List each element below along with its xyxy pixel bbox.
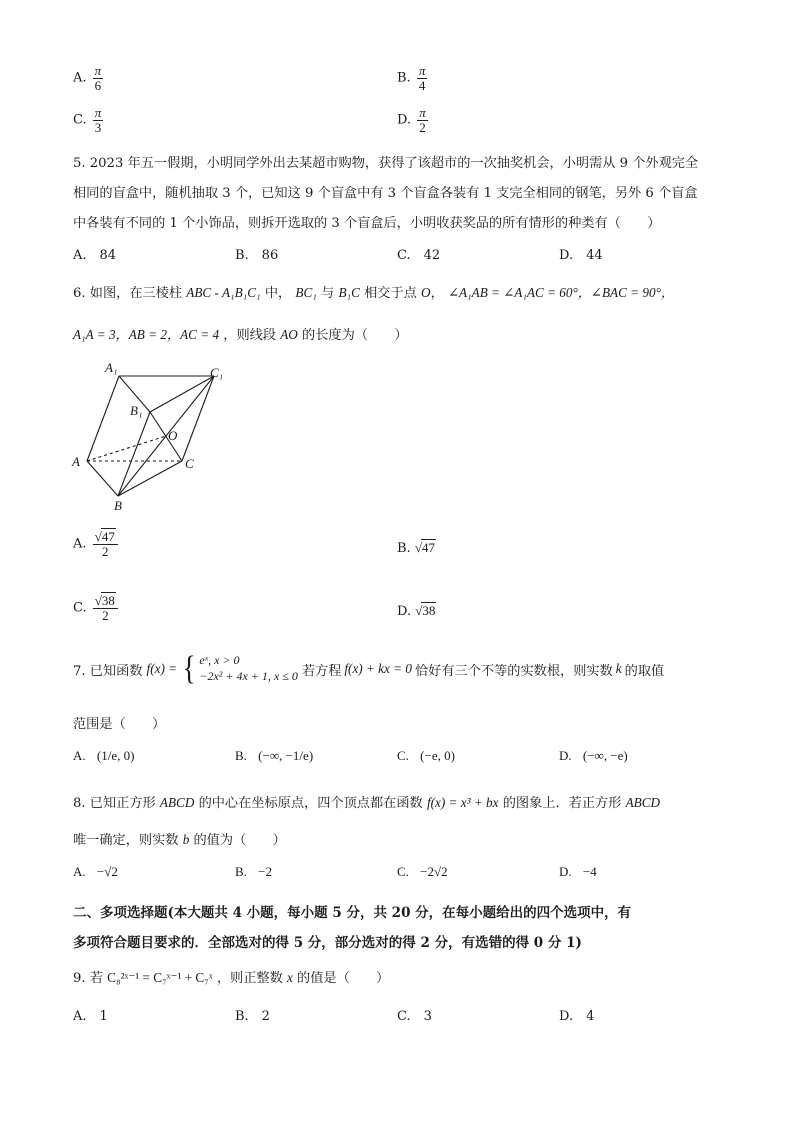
option-label: C. — [397, 748, 409, 763]
edge-bb1 — [118, 412, 150, 496]
q9-line — [73, 967, 389, 986]
square-name: ABCD — [159, 795, 195, 810]
section-2-heading-line-2: 多项符合题目要求的．全部选对的得 5 分，部分选对的得 2 分，有选错的得 0 分 1) — [73, 935, 582, 951]
q5-line-1: 5. 2023 年五一假期，小明同学外出去某超市购物，获得了该超市的一次抽奖机会，小明需从 9 个外观完全 — [73, 156, 699, 171]
label-b1: B₁ — [130, 403, 143, 418]
q9-option-b: B. 2 — [235, 1009, 270, 1024]
denominator: 6 — [94, 77, 102, 93]
q6-text: 相交于点 — [364, 286, 417, 301]
q6-option-d: D. √38 — [397, 603, 436, 619]
option-label: B. — [235, 748, 247, 763]
option-label: C. — [73, 112, 87, 128]
q9-option-d: D. 4 — [559, 1009, 595, 1024]
edge-cc1 — [182, 376, 214, 461]
q8-text: 的图象上．若正方形 — [502, 796, 622, 811]
label-o: O — [168, 428, 178, 443]
var-x: x — [286, 970, 293, 985]
q6-line-2 — [73, 324, 408, 343]
q8-prefix: 8. 已知正方形 — [73, 796, 156, 811]
denominator: 2 — [101, 543, 109, 559]
q8-text: 唯一确定，则实数 — [73, 833, 179, 848]
q8-option-b — [235, 864, 272, 880]
denominator: 2 — [102, 607, 109, 623]
edge-b1c1 — [150, 376, 214, 412]
option-text: −4 — [582, 864, 597, 879]
segment-b1c: B₁C — [338, 285, 360, 300]
q7-text: 恰好有三个不等的实数根，则实数 — [414, 663, 613, 679]
option-text: (−∞, −e) — [582, 748, 628, 763]
equation: f(x) + kx = 0 — [344, 661, 412, 676]
q6-prefix: 6. 如图，在三棱柱 — [73, 286, 183, 301]
radicand: 47 — [421, 540, 435, 555]
numerator: π — [418, 63, 426, 78]
q8-option-a — [73, 864, 118, 880]
option-label: D. — [559, 748, 572, 763]
option-label: A. — [73, 748, 86, 763]
q5-line-3: 中各装有不同的 1 个小饰品，则拆开选取的 3 个盲盒后，小明收获奖品的所有情形的种类有（ ） — [73, 216, 661, 231]
option-label: B. — [397, 541, 411, 556]
q7-prefix: 7. 已知函数 — [73, 663, 143, 679]
var-k: k — [615, 661, 622, 676]
q7-option-c — [397, 748, 455, 764]
q5-line-2: 相同的盲盒中，随机抽取 3 个，已知这 9 个盲盒中有 3 个盲盒各装有 1 支完全相同的钢笔，另外 6 个盲盒 — [73, 186, 698, 201]
cases — [199, 653, 297, 684]
q9-option-c: C. 3 — [397, 1009, 432, 1024]
q5-option-a: A. 84 — [73, 248, 117, 263]
q7-option-d — [559, 748, 628, 764]
option-text: (1/e, 0) — [96, 748, 135, 763]
q5-option-d: D. 44 — [559, 248, 603, 263]
fraction — [93, 106, 104, 134]
brace: { — [182, 650, 196, 687]
denominator: 3 — [94, 119, 102, 135]
q7-text: 若方程 — [301, 663, 342, 679]
q9-option-a: A. 1 — [73, 1009, 108, 1024]
option-label: B. — [235, 864, 247, 879]
combination-equation: C₈²ˣ⁻¹ = C₇ˣ⁻¹ + C₇ˣ — [107, 970, 213, 985]
numerator: π — [419, 105, 426, 120]
option-label: D. — [397, 112, 412, 128]
prism-figure — [70, 360, 240, 515]
radicand: 47 — [101, 529, 115, 544]
q7-line-2: 范围是（ ） — [73, 717, 166, 732]
edge-ab — [87, 461, 118, 496]
fraction — [93, 64, 104, 92]
q8-line-1 — [73, 792, 660, 811]
q4-option-c — [73, 106, 105, 134]
q8-text: 的值为（ ） — [193, 833, 286, 848]
option-label: C. — [73, 600, 87, 616]
q6-option-a — [73, 530, 120, 558]
q9-text: 的值是（ ） — [297, 971, 390, 986]
label-a1: A₁ — [105, 360, 118, 375]
option-text: −2√2 — [420, 864, 448, 879]
edge-bc — [118, 461, 182, 496]
label-c1: C₁ — [210, 365, 224, 380]
q6-text: 与 — [321, 286, 335, 301]
q8-line-2 — [73, 829, 286, 848]
radicand: 38 — [422, 603, 436, 618]
numerator: π — [94, 105, 102, 120]
square-name: ABCD — [625, 795, 661, 810]
case-1: eˣ, x > 0 — [199, 653, 240, 668]
q7-option-a — [73, 748, 134, 764]
prism-name: ABC - A₁B₁C₁ — [186, 285, 261, 300]
function-name: f(x) = — [146, 661, 178, 676]
q4-option-d — [397, 106, 430, 134]
piecewise-function — [181, 652, 298, 686]
numerator: π — [94, 63, 102, 78]
q6-text: 中， — [264, 286, 292, 301]
q8-option-d — [559, 864, 597, 880]
q4-option-a — [73, 64, 105, 92]
option-label: A. — [73, 70, 87, 86]
angle-conditions: ∠A₁AB = ∠A₁AC = 60°，∠BAC = 90°， — [447, 285, 675, 300]
q7-line-1 — [73, 652, 664, 686]
q7-option-b — [235, 748, 313, 764]
label-a: A — [72, 454, 80, 469]
denominator: 4 — [418, 77, 426, 93]
case-2: −2x² + 4x + 1, x ≤ 0 — [199, 669, 298, 683]
q4-option-b — [397, 64, 429, 92]
fraction — [417, 64, 428, 92]
option-text: −√2 — [96, 864, 118, 879]
fraction — [93, 530, 118, 558]
q8-text: 的中心在坐标原点，四个顶点都在函数 — [198, 796, 423, 811]
point-o: O — [421, 285, 431, 300]
q9-prefix: 9. 若 — [73, 971, 103, 986]
q6-option-c — [73, 594, 120, 622]
q9-text: ，则正整数 — [216, 971, 283, 986]
radicand: 38 — [101, 593, 115, 608]
option-label: D. — [559, 864, 572, 879]
q6-text: 的长度为（ ） — [302, 328, 408, 343]
q6-option-b: B. √47 — [397, 540, 435, 556]
label-c: C — [185, 456, 194, 471]
cubic-function: f(x) = x³ + bx — [426, 795, 499, 810]
var-b: b — [182, 832, 190, 847]
option-label: A. — [73, 536, 87, 552]
q7-text: 的取值 — [624, 663, 665, 679]
length-conditions: A₁A = 3，AB = 2，AC = 4 — [73, 327, 220, 342]
edge-aa1 — [87, 376, 119, 461]
fraction — [417, 106, 428, 134]
q6-line-1: 6. 如图，在三棱柱 ABC - A₁B₁C₁ 中， BC₁ 与 B₁C 相交于点 O， ∠A₁AB = ∠A₁AC = 60°，∠BAC = 90°， — [73, 285, 675, 301]
label-b: B — [114, 498, 122, 513]
option-label: B. — [397, 70, 411, 86]
numerator: √38 — [93, 594, 118, 609]
fraction — [93, 594, 118, 622]
q5-option-c: C. 42 — [397, 248, 441, 263]
option-label: D. — [397, 604, 412, 619]
numerator: √47 — [93, 530, 118, 545]
segment-ao-line — [87, 436, 166, 461]
segment-ao: AO — [280, 327, 298, 342]
option-text: (−∞, −1/e) — [258, 748, 314, 763]
option-label: C. — [397, 864, 409, 879]
section-2-heading-line-1: 二、多项选择题(本大题共 4 小题，每小题 5 分，共 20 分，在每小题给出的四个选项中，有 — [73, 905, 632, 921]
segment-bc1: BC₁ — [295, 285, 317, 300]
q5-option-b: B. 86 — [235, 248, 279, 263]
option-text: (−e, 0) — [420, 748, 455, 763]
q8-option-c — [397, 864, 448, 880]
option-text: −2 — [258, 864, 273, 879]
q6-text: ，则线段 — [223, 328, 277, 343]
denominator: 2 — [419, 119, 426, 135]
option-label: A. — [73, 864, 86, 879]
